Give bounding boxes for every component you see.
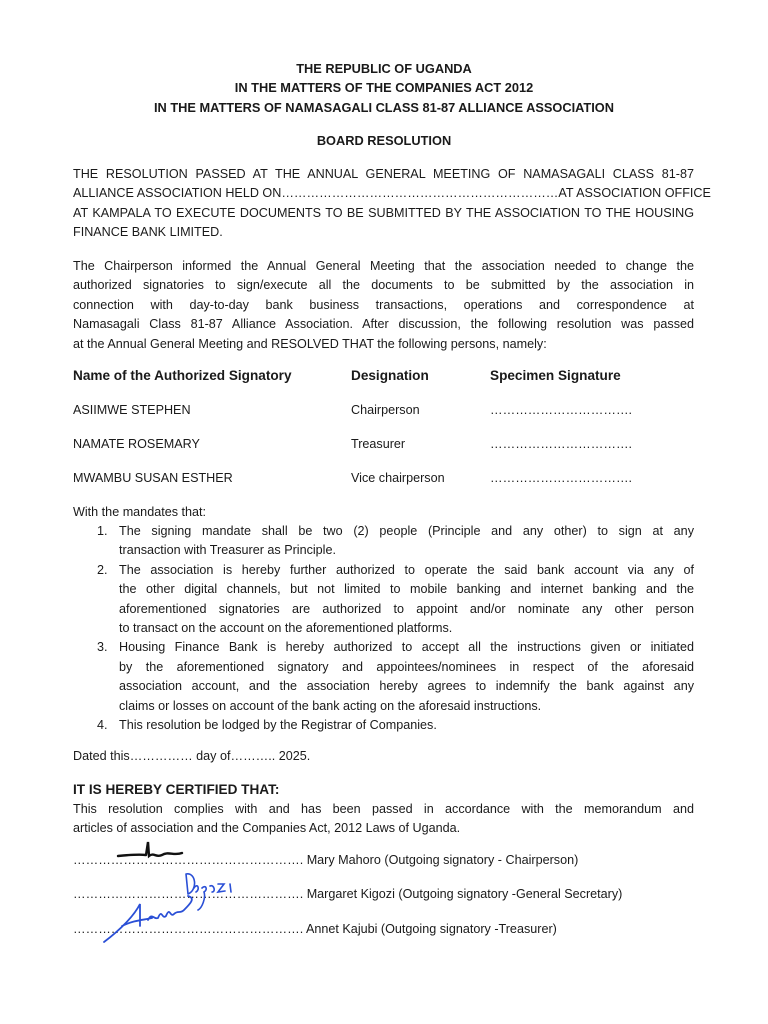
specimen-signature-blank: ……………………………. — [490, 437, 633, 451]
signatory-designation: Chairperson — [351, 403, 420, 417]
text-line: claims or losses on account of the bank acting on the aforesaid instructions. — [119, 698, 542, 713]
text-line: connection with day-to-day bank business transactions, operations and correspondence at — [73, 297, 694, 312]
list-number: 4. — [97, 717, 108, 732]
text-line: by the aforementioned signatory and appointees/nominees in respect of the aforesaid — [119, 659, 694, 674]
table-header-signature: Specimen Signature — [490, 368, 621, 383]
header-line: IN THE MATTERS OF NAMASAGALI CLASS 81-87 ALLIANCE ASSOCIATION — [154, 99, 614, 115]
signatory-name: ASIIMWE STEPHEN — [73, 403, 191, 417]
text-line: authorized signatories to sign/execute all the documents to be submitted by the association in — [73, 278, 694, 293]
text-line: This resolution be lodged by the Registrar of Companies. — [119, 717, 437, 732]
text-line: FINANCE BANK LIMITED. — [73, 225, 223, 240]
document-header — [0, 59, 768, 117]
text-line: articles of association and the Companies Act, 2012 Laws of Uganda. — [73, 821, 461, 836]
header-line: IN THE MATTERS OF THE COMPANIES ACT 2012 — [234, 80, 534, 96]
list-item — [97, 638, 694, 716]
table-header-designation: Designation — [351, 368, 429, 383]
signatory-name: MWAMBU SUSAN ESTHER — [73, 471, 233, 485]
signatory-designation: Vice chairperson — [351, 471, 445, 485]
list-item — [97, 522, 694, 561]
specimen-signature-blank: ……………………………. — [490, 471, 633, 485]
certified-paragraph — [73, 800, 694, 839]
text-line: The signing mandate shall be two (2) people (Principle and any other) to sign at any — [119, 524, 694, 538]
text-line: Housing Finance Bank is hereby authorized to accept all the instructions given or initiated — [119, 640, 694, 655]
document-title: BOARD RESOLUTION — [316, 133, 452, 148]
text-line: ALLIANCE ASSOCIATION HELD ON…………………………………………………………AT ASSOCIATION OFFICE — [73, 186, 711, 201]
text-line: aforementioned signatories are authorized to appoint and/or nominate any other person — [119, 601, 694, 616]
text-line: AT KAMPALA TO EXECUTE DOCUMENTS TO BE SUBMITTED BY THE ASSOCIATION TO THE HOUSING — [73, 205, 694, 220]
list-number: 1. — [97, 524, 108, 538]
list-item — [97, 716, 694, 735]
certified-heading: IT IS HEREBY CERTIFIED THAT: — [73, 782, 280, 797]
handwritten-signature-mahoro — [110, 838, 190, 864]
text-line: transaction with Treasurer as Principle. — [119, 543, 336, 558]
signatory-label: Margaret Kigozi (Outgoing signatory -General Secretary) — [306, 887, 623, 901]
signature-dots: ………………………………………………. — [73, 853, 304, 867]
text-line: This resolution complies with and has been passed in accordance with the memorandum and — [73, 802, 694, 816]
text-line: at the Annual General Meeting and RESOLVED THAT the following persons, namely: — [73, 336, 547, 351]
text-line: The Chairperson informed the Annual General Meeting that the association needed to change the — [73, 259, 694, 273]
text-line: the other digital channels, but not limited to mobile banking and internet banking and the — [119, 582, 694, 597]
dated-line: Dated this…………… day of……….. 2025. — [73, 749, 311, 763]
text-line: The association is hereby further authorized to operate the said bank account via any of — [119, 562, 694, 577]
table-header-name: Name of the Authorized Signatory — [73, 368, 292, 383]
signatory-table — [73, 368, 694, 498]
list-number: 3. — [97, 640, 108, 655]
signature-dots: ………………………………………………. — [73, 922, 304, 936]
body-paragraph — [73, 257, 694, 354]
text-line: Namasagali Class 81-87 Alliance Association. After discussion, the following resolution was passed — [73, 317, 694, 332]
header-line: THE REPUBLIC OF UGANDA — [296, 61, 472, 76]
signatory-label: Mary Mahoro (Outgoing signatory - Chairperson) — [306, 853, 579, 867]
signatory-name: NAMATE ROSEMARY — [73, 437, 200, 451]
signatory-label: Annet Kajubi (Outgoing signatory -Treasurer) — [306, 922, 557, 936]
mandates-intro: With the mandates that: — [73, 505, 207, 519]
text-line: to transact on the account on the aforementioned platforms. — [119, 620, 453, 635]
list-item — [97, 561, 694, 639]
handwritten-signature-kajubi — [100, 890, 210, 945]
signature-dots: ………………………………………………. — [73, 887, 304, 901]
intro-paragraph — [73, 165, 711, 243]
list-number: 2. — [97, 562, 108, 577]
specimen-signature-blank: ……………………………. — [490, 403, 633, 417]
text-line: association account, and the association hereby agrees to indemnify the bank against any — [119, 679, 694, 694]
signatory-designation: Treasurer — [351, 437, 406, 451]
text-line: THE RESOLUTION PASSED AT THE ANNUAL GENERAL MEETING OF NAMASAGALI CLASS 81-87 — [73, 167, 694, 181]
mandates-list — [97, 522, 694, 735]
